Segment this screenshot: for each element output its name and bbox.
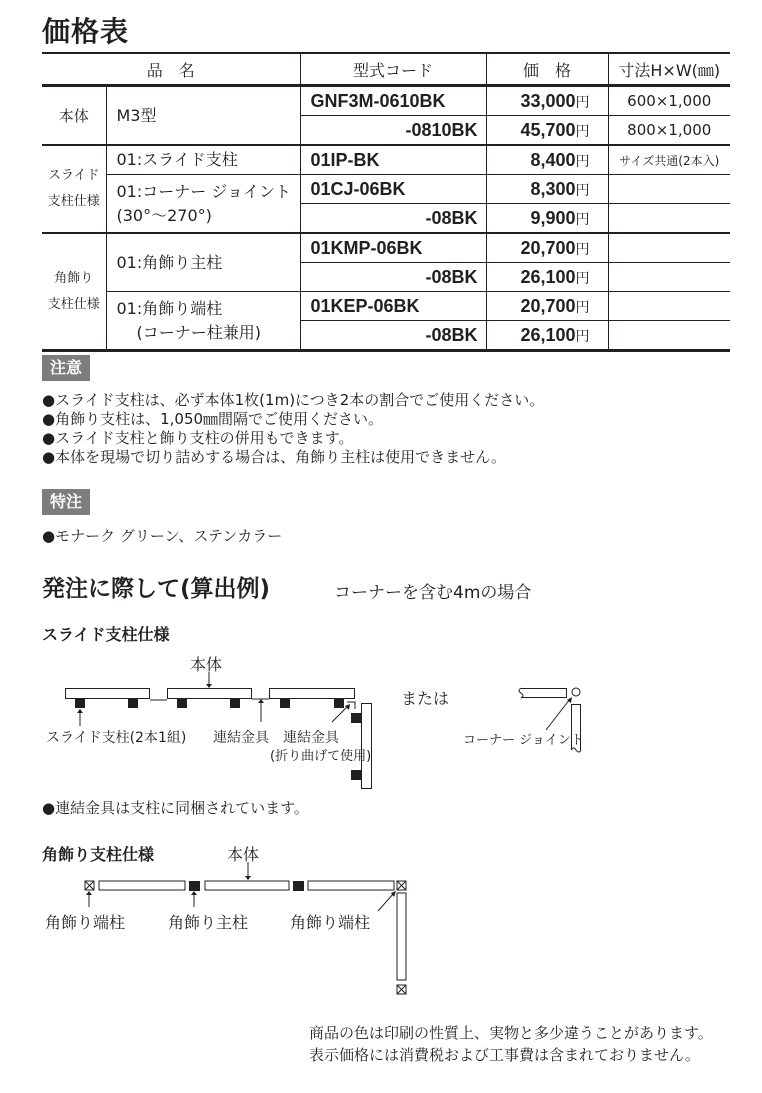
model-code: -08BK bbox=[300, 204, 486, 234]
caution-item: ●本体を現場で切り詰めする場合は、角飾り主柱は使用できません。 bbox=[42, 448, 506, 466]
connector-note: ●連結金具は支柱に同梱されています。 bbox=[42, 799, 309, 817]
header-name: 品 名 bbox=[42, 53, 300, 86]
header-price: 価 格 bbox=[486, 53, 608, 86]
model-code: 01IP-BK bbox=[300, 145, 486, 175]
price-cell: 26,100円 bbox=[486, 321, 608, 351]
footer-line: 商品の色は印刷の性質上、実物と多少違うことがあります。 bbox=[309, 1024, 713, 1042]
end-post-label-2: 角飾り端柱 bbox=[290, 913, 371, 932]
ordering-subtitle: コーナーを含む4mの場合 bbox=[334, 583, 532, 603]
caution-badge: 注意 bbox=[42, 355, 90, 381]
category-cell: スライド 支柱仕様 bbox=[42, 145, 106, 233]
category-cell: 角飾り 支柱仕様 bbox=[42, 233, 106, 351]
product-name: M3型 bbox=[106, 86, 300, 146]
price-cell: 33,000円 bbox=[486, 86, 608, 116]
model-code: GNF3M-0610BK bbox=[300, 86, 486, 116]
connector-bent-note: (折り曲げて使用) bbox=[270, 749, 372, 764]
slide-post-label: スライド支柱(2本1組) bbox=[46, 730, 187, 746]
product-name: 01:コーナー ジョイント (30°〜270°) bbox=[106, 175, 300, 234]
model-code: 01KEP-06BK bbox=[300, 292, 486, 321]
model-code: 01CJ-06BK bbox=[300, 175, 486, 204]
product-name: 01:角飾り主柱 bbox=[106, 233, 300, 292]
deco-spec-title: 角飾り支柱仕様 bbox=[42, 845, 155, 864]
fence-panel bbox=[99, 881, 185, 890]
fence-panel bbox=[308, 881, 394, 890]
model-code: -0810BK bbox=[300, 116, 486, 146]
footer-disclaimer bbox=[309, 1022, 713, 1066]
corner-joint-label: コーナー ジョイント bbox=[463, 733, 584, 748]
category-cell: 本体 bbox=[42, 86, 106, 146]
model-code: 01KMP-06BK bbox=[300, 233, 486, 263]
price-cell: 45,700円 bbox=[486, 116, 608, 146]
caution-item: ●スライド支柱は、必ず本体1枚(1m)につき2本の割合でご使用ください。 bbox=[42, 391, 545, 409]
header-size: 寸法H×W(㎜) bbox=[608, 53, 730, 86]
or-label: または bbox=[401, 689, 450, 708]
header-code: 型式コード bbox=[300, 53, 486, 86]
size-cell: サイズ共通(2本入) bbox=[608, 145, 730, 175]
caution-item: ●スライド支柱と飾り支柱の併用もできます。 bbox=[42, 429, 354, 447]
model-code: -08BK bbox=[300, 263, 486, 292]
fence-panel bbox=[205, 881, 289, 890]
price-cell: 26,100円 bbox=[486, 263, 608, 292]
model-code: -08BK bbox=[300, 321, 486, 351]
connector-label: 連結金具 bbox=[213, 730, 269, 746]
special-order-item: ●モナーク グリーン、ステンカラー bbox=[42, 527, 283, 545]
page-title: 価格表 bbox=[42, 15, 130, 48]
caution-item: ●角飾り支柱は、1,050㎜間隔でご使用ください。 bbox=[42, 410, 384, 428]
size-cell: 800×1,000 bbox=[608, 116, 730, 146]
price-cell: 9,900円 bbox=[486, 204, 608, 234]
special-order-badge: 特注 bbox=[42, 489, 90, 515]
price-cell: 8,300円 bbox=[486, 175, 608, 204]
footer-line: 表示価格には消費税および工事費は含まれておりません。 bbox=[309, 1046, 700, 1064]
end-post-label: 角飾り端柱 bbox=[45, 913, 126, 932]
main-post-icon bbox=[189, 881, 200, 891]
price-cell: 20,700円 bbox=[486, 233, 608, 263]
product-name: 01:角飾り端柱 (コーナー柱兼用) bbox=[106, 292, 300, 351]
main-post-label: 角飾り主柱 bbox=[168, 913, 249, 932]
slide-spec-title: スライド支柱仕様 bbox=[42, 625, 170, 644]
body-label: 本体 bbox=[190, 655, 223, 674]
price-cell: 20,700円 bbox=[486, 292, 608, 321]
product-name: 01:スライド支柱 bbox=[106, 145, 300, 175]
fence-panel-corner bbox=[397, 893, 406, 980]
main-post-icon bbox=[293, 881, 304, 891]
price-cell: 8,400円 bbox=[486, 145, 608, 175]
ordering-title: 発注に際して(算出例) bbox=[42, 576, 271, 602]
body-label: 本体 bbox=[227, 845, 260, 864]
size-cell: 600×1,000 bbox=[608, 86, 730, 116]
connector-bent-label: 連結金具 bbox=[283, 730, 339, 746]
